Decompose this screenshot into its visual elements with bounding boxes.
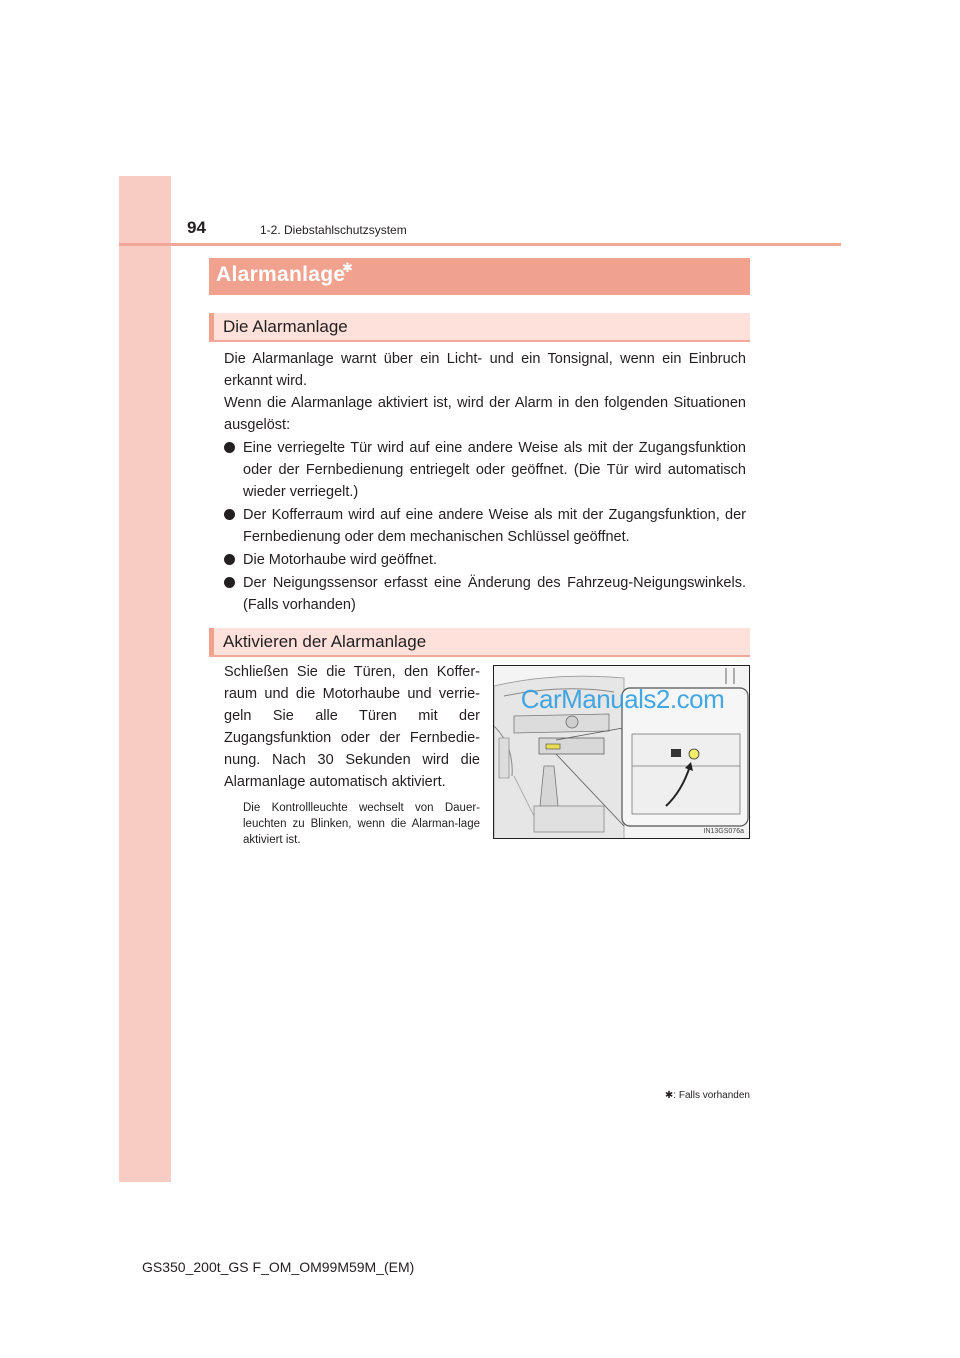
list-item (224, 549, 746, 571)
page-title: Alarmanlage (216, 263, 346, 286)
optional-marker-icon: ✱ (342, 260, 353, 275)
footnote (665, 1090, 750, 1101)
list-item-text: Der Kofferraum wird auf eine andere Weise als mit der Zugangsfunktion, der Fernbedienung oder dem mechanischen Schlüssel geöffnet. (243, 507, 746, 545)
figure-code: IN13GS076a (703, 828, 744, 835)
list-item (224, 437, 746, 503)
subheading-alarm: Die Alarmanlage (223, 317, 348, 336)
footnote-text: : Falls vorhanden (673, 1090, 750, 1101)
trigger-list (224, 437, 746, 617)
intro-text (224, 348, 746, 436)
list-item-text: Eine verriegelte Tür wird auf eine andere Weise als mit der Zugangsfunktion oder der Fernbedienung entriegelt oder geöffnet. (Die Tür wird automatisch wieder verriegelt.) (243, 440, 746, 500)
list-item (224, 504, 746, 548)
security-indicator-icon (689, 749, 699, 759)
section-name: 1-2. Diebstahlschutzsystem (260, 223, 407, 237)
list-item-text: Der Neigungssensor erfasst eine Änderung des Fahrzeug-Neigungswinkels. (Falls vorhanden) (243, 575, 746, 613)
subheading-activate: Aktivieren der Alarmanlage (223, 632, 427, 651)
intro-paragraph: Die Alarmanlage warnt über ein Licht- und ein Tonsignal, wenn ein Einbruch erkannt wird. (224, 351, 746, 389)
bullet-icon (224, 442, 235, 453)
side-tab-band (119, 176, 171, 1182)
activate-text: Schließen Sie die Türen, den Koffer-raum und die Motorhaube und verrie-geln Sie alle Türen mit der Zugangsfunktion oder der Fernbedie-nung. Nach 30 Sekunden wird die Alarmanlage automatisch aktiviert. (224, 664, 480, 790)
page-title-bar (209, 258, 750, 295)
list-item (224, 572, 746, 616)
optional-marker-icon: ✱ (664, 1090, 674, 1101)
watermark: CarManuals2.com (520, 684, 725, 714)
dashboard-illustration (493, 665, 750, 839)
subheading-bar-activate (209, 628, 750, 657)
bullet-icon (224, 577, 235, 588)
bullet-icon (224, 509, 235, 520)
page-number: 94 (187, 218, 206, 237)
indicator-note: Die Kontrollleuchte wechselt von Dauer-leuchten zu Blinken, wenn die Alarman-lage aktiviert ist. (243, 802, 480, 846)
header-rule (119, 243, 841, 246)
list-item-text: Die Motorhaube wird geöffnet. (243, 552, 437, 568)
subheading-bar-alarm (209, 313, 750, 342)
manual-code: GS350_200t_GS F_OM_OM99M59M_(EM) (142, 1259, 415, 1275)
intro-paragraph: Wenn die Alarmanlage aktiviert ist, wird der Alarm in den folgenden Situationen ausgelöst: (224, 395, 746, 433)
bullet-icon (224, 554, 235, 565)
